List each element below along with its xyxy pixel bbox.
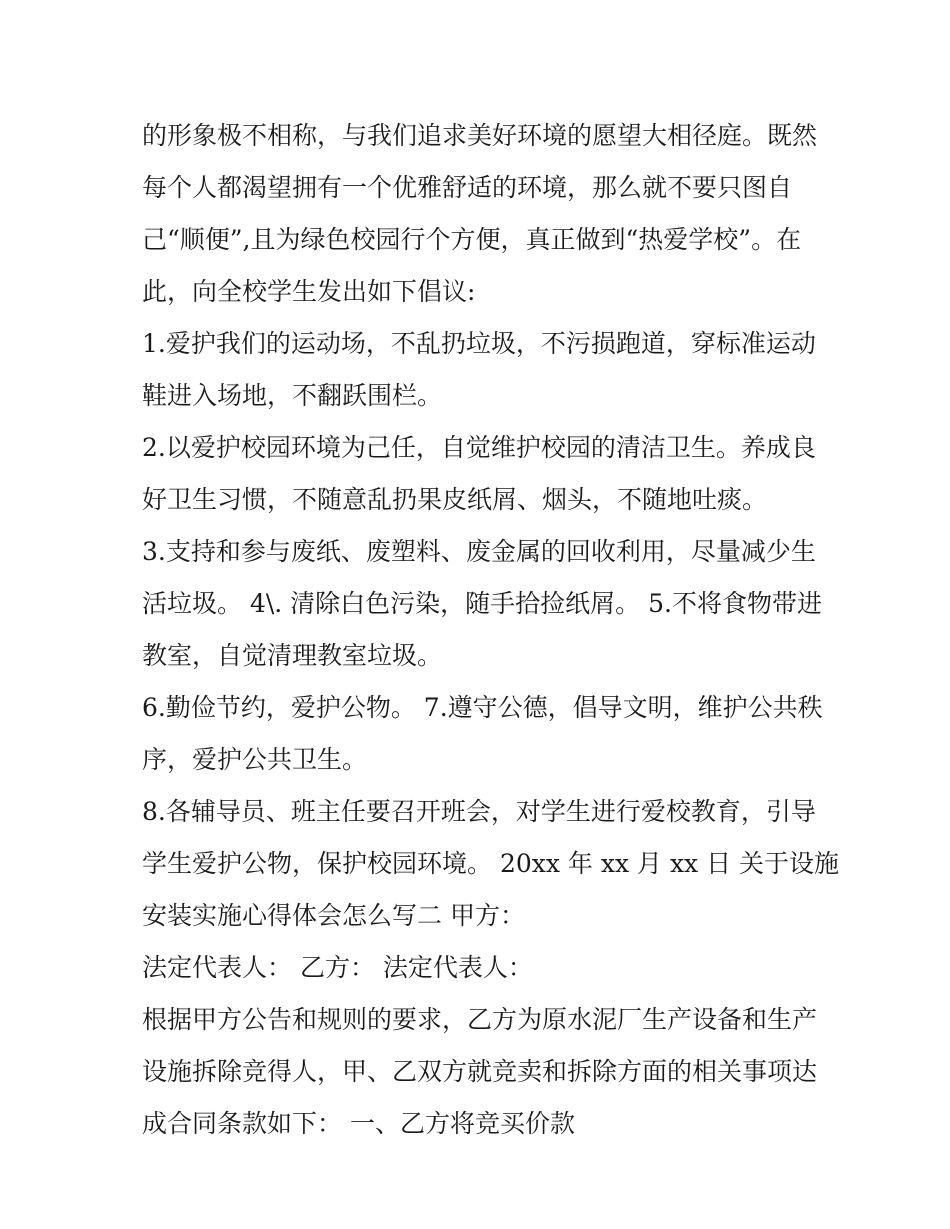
text-line: 序，爱护公共卫生。 bbox=[142, 745, 368, 774]
text-line: 设施拆除竞得人，甲、乙双方就竞卖和拆除方面的相关事项达 bbox=[142, 1057, 818, 1086]
text-line: 学生爱护公物，保护校园环境。 20xx 年 xx 月 xx 日 关于设施 bbox=[142, 849, 840, 878]
text-line: 成合同条款如下： 一、乙方将竞买价款 bbox=[142, 1109, 575, 1138]
text-line: 活垃圾。 4\. 清除白色污染，随手拾捡纸屑。 5.不将食物带进 bbox=[142, 589, 822, 618]
text-line: 安装实施心得体会怎么写二 甲方： bbox=[142, 901, 525, 930]
text-line: 每个人都渴望拥有一个优雅舒适的环境，那么就不要只图自 bbox=[142, 173, 793, 202]
text-line: 6.勤俭节约，爱护公物。 7.遵守公德，倡导文明，维护公共秩 bbox=[142, 693, 823, 722]
text-line: 鞋进入场地，不翻跃围栏。 bbox=[142, 381, 443, 410]
text-line: 教室，自觉清理教室垃圾。 bbox=[142, 641, 443, 670]
text-line: 8.各辅导员、班主任要召开班会，对学生进行爱校教育，引导 bbox=[142, 797, 816, 826]
text-line: 此，向全校学生发出如下倡议: bbox=[142, 277, 476, 306]
body-text bbox=[142, 110, 840, 1150]
text-line: 3.支持和参与废纸、废塑料、废金属的回收利用，尽量减少生 bbox=[142, 537, 816, 566]
text-line: 根据甲方公告和规则的要求，乙方为原水泥厂生产设备和生产 bbox=[142, 1005, 818, 1034]
text-line: 好卫生习惯，不随意乱扔果皮纸屑、烟头，不随地吐痰。 bbox=[142, 485, 768, 514]
text-line: 的形象极不相称，与我们追求美好环境的愿望大相径庭。既然 bbox=[142, 121, 818, 150]
text-line: 2.以爱护校园环境为己任，自觉维护校园的清洁卫生。养成良 bbox=[142, 433, 816, 462]
text-line: 己“顺便”,且为绿色校园行个方便，真正做到“热爱学校”。在 bbox=[142, 225, 802, 254]
text-line: 法定代表人： 乙方： 法定代表人： bbox=[142, 953, 533, 982]
text-line: 1.爱护我们的运动场，不乱扔垃圾，不污损跑道，穿标准运动 bbox=[142, 329, 816, 358]
